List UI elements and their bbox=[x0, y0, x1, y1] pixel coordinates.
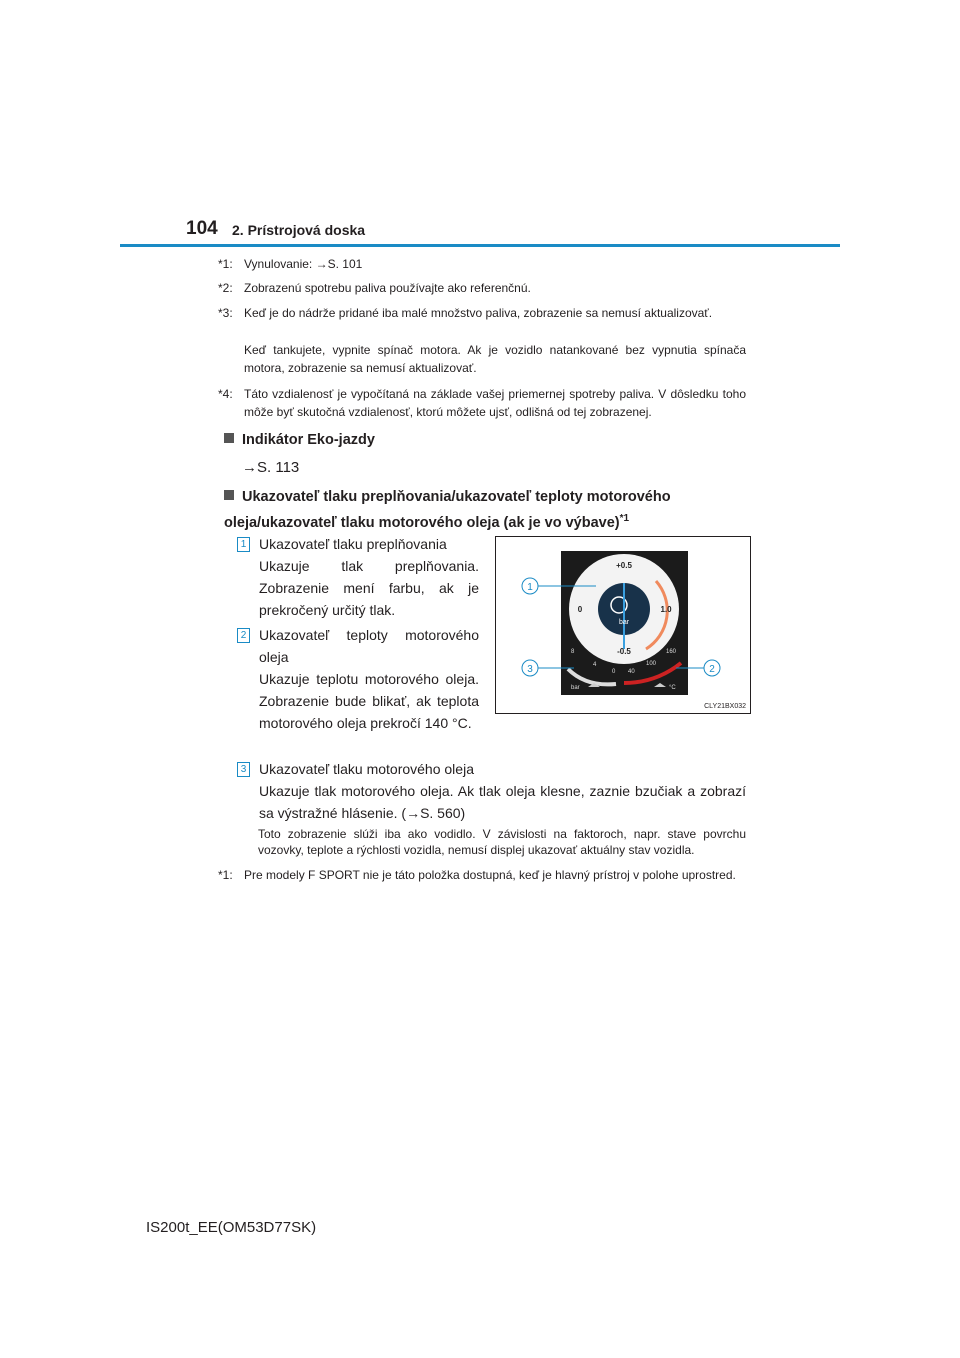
oil-temp-label-100: 100 bbox=[646, 661, 657, 667]
footnote-mark: *2: bbox=[218, 281, 233, 295]
footnote-3-cont bbox=[218, 341, 746, 377]
oil-pressure-label-4: 4 bbox=[593, 662, 597, 668]
boost-label-max: 1.0 bbox=[660, 605, 672, 614]
footnote-4 bbox=[218, 385, 746, 421]
callout-label-1: 1 bbox=[527, 582, 533, 593]
oil-temp-label-40: 40 bbox=[628, 669, 635, 675]
eco-title: Indikátor Eko-jazdy bbox=[242, 432, 375, 448]
gauge-note: Toto zobrazenie slúži iba ako vodidlo. V závislosti na faktoroch, napr. stave povrchu vozovky, teplote a rýchlosti vozidla, nemusí displej ukazovať aktuálny stav vozidla. bbox=[258, 827, 746, 857]
gauge-illustration bbox=[496, 537, 750, 713]
footnote-2 bbox=[218, 279, 746, 297]
item-desc: Ukazuje tlak preplňovania. Zobrazenie mení farbu, ak je prekročený určitý tlak. bbox=[259, 558, 479, 618]
item-3 bbox=[259, 758, 746, 824]
item-number-2: 2 bbox=[237, 628, 250, 643]
document-code: IS200t_EE(OM53D77SK) bbox=[146, 1219, 317, 1236]
gauges-title: Ukazovateľ tlaku preplňovania/ukazovateľ teploty motorového oleja/ukazovateľ tlaku motorového oleja (ak je vo výbave) bbox=[224, 489, 671, 531]
oil-pressure-label-8: 8 bbox=[571, 649, 575, 655]
figure-code: CLY21BX032 bbox=[704, 703, 746, 710]
bullet-square-icon bbox=[224, 433, 234, 443]
boost-label-plus: +0.5 bbox=[616, 561, 632, 570]
item-name: Ukazovateľ tlaku motorového oleja bbox=[259, 761, 474, 777]
footnote-text: Táto vzdialenosť je vypočítaná na základe vašej priemernej spotreby paliva. V dôsledku toho môže byť skutočná vzdialenosť, ktorú môžete ujsť, odlišná od tej zobrazenej. bbox=[244, 387, 746, 419]
footnote-text: Keď tankujete, vypnite spínač motora. Ak je vozidlo natankované bez vypnutia spínača motora, zobrazenie sa nemusí aktualizovať. bbox=[244, 343, 746, 375]
item-desc: Ukazuje teplotu motorového oleja. Zobrazenie bude blikať, ak teplota motorového oleja prekročí 140 °C. bbox=[259, 671, 479, 731]
item-number-1: 1 bbox=[237, 537, 250, 552]
item-name: Ukazovateľ teploty motorového oleja bbox=[259, 627, 479, 665]
callout-label-3: 3 bbox=[527, 664, 533, 675]
oil-temp-label-160: 160 bbox=[666, 649, 677, 655]
footnote-mark: *4: bbox=[218, 387, 233, 401]
footnote-text: Vynulovanie: →S. 101 bbox=[244, 257, 363, 271]
oil-pressure-label-0: 0 bbox=[612, 669, 616, 675]
callout-label-2: 2 bbox=[709, 664, 715, 675]
oil-temp-unit: °C bbox=[669, 685, 676, 691]
footnote-text: Zobrazenú spotrebu paliva používajte ako referenčnú. bbox=[244, 281, 531, 295]
gauge-figure bbox=[495, 536, 751, 714]
boost-label-minus: -0.5 bbox=[617, 647, 631, 656]
item-2 bbox=[259, 624, 479, 734]
footnote-mark: *1: bbox=[218, 257, 233, 271]
item-name: Ukazovateľ tlaku preplňovania bbox=[259, 536, 447, 552]
boost-label-zero: 0 bbox=[577, 605, 583, 614]
footnote-mark: *3: bbox=[218, 306, 233, 320]
footnote-3 bbox=[218, 304, 746, 322]
eco-heading bbox=[224, 429, 375, 451]
section-title: 2. Prístrojová doska bbox=[232, 222, 366, 238]
footnote-bottom bbox=[218, 866, 746, 884]
oil-pressure-unit: bar bbox=[571, 685, 580, 691]
footnote-mark: *1: bbox=[218, 868, 233, 882]
item-number-3: 3 bbox=[237, 762, 250, 777]
page-number: 104 bbox=[186, 218, 218, 239]
footnote-text: Pre modely F SPORT nie je táto položka dostupná, keď je hlavný prístroj v polohe uprostred. bbox=[244, 868, 736, 882]
gauges-title-mark: *1 bbox=[619, 513, 630, 524]
gauges-heading bbox=[224, 486, 749, 534]
boost-unit: bar bbox=[618, 619, 630, 626]
footnote-1 bbox=[218, 255, 746, 273]
item-desc: Ukazuje tlak motorového oleja. Ak tlak oleja klesne, zaznie bzučiak a zobrazí sa výstražné hlásenie. (→S. 560) bbox=[259, 783, 746, 821]
item-1 bbox=[259, 533, 479, 621]
eco-ref-link[interactable]: →S. 113 bbox=[242, 459, 300, 476]
bullet-square-icon bbox=[224, 490, 234, 500]
footnote-text: Keď je do nádrže pridané iba malé množstvo paliva, zobrazenie sa nemusí aktualizovať. bbox=[244, 306, 713, 320]
header-rule bbox=[120, 244, 840, 247]
